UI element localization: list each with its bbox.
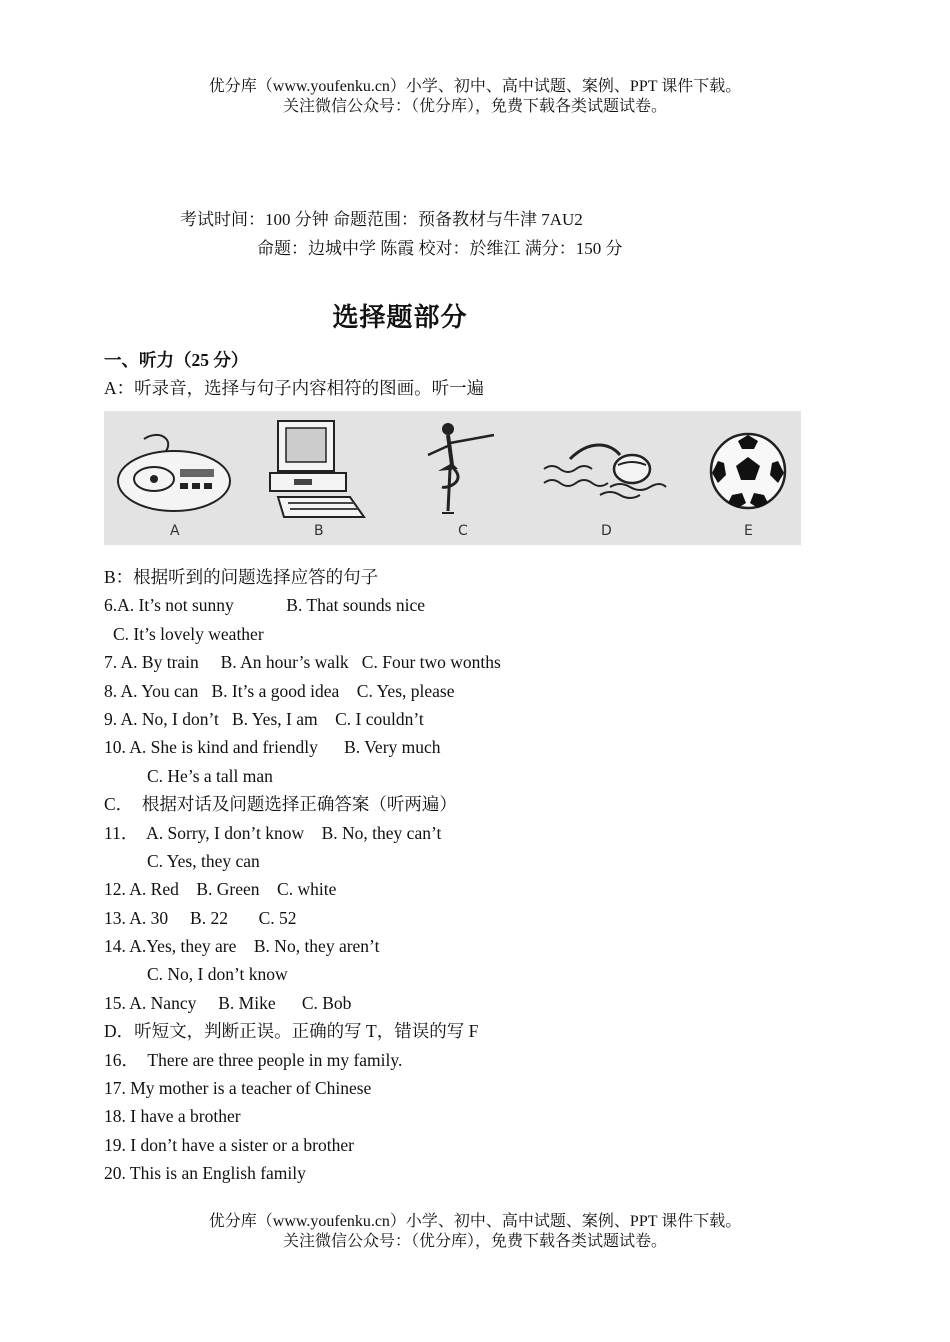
exam-info-line-2: 命题：边城中学 陈霞 校对：於维江 满分：150 分 bbox=[257, 239, 623, 258]
page-footer bbox=[0, 1212, 950, 1252]
section-heading: 一、听力（25 分） bbox=[104, 350, 249, 370]
picture-label-b: B bbox=[314, 523, 324, 539]
page-title: 选择题部分 bbox=[332, 303, 468, 332]
question-13: 13. A. 30 B. 22 C. 52 bbox=[104, 907, 297, 928]
question-16: 16． There are three people in my family. bbox=[104, 1049, 403, 1070]
footer-line-1: 优分库（www.youfenku.cn）小学、初中、高中试题、案例、PPT 课件下载。 bbox=[208, 1213, 742, 1230]
picture-label-a: A bbox=[170, 523, 180, 539]
footer-line-2: 关注微信公众号：（优分库），免费下载各类试题试卷。 bbox=[282, 1233, 667, 1250]
question-8: 8. A. You can B. It’s a good idea C. Yes, please bbox=[104, 680, 455, 701]
question-7: 7. A. By train B. An hour’s walk C. Four two wonths bbox=[104, 652, 501, 673]
question-6-option-c: C. It’s lovely weather bbox=[113, 623, 264, 644]
swimmer-icon bbox=[540, 429, 670, 519]
question-12: 12. A. Red B. Green C. white bbox=[104, 879, 337, 900]
question-18: 18. I have a brother bbox=[104, 1106, 241, 1127]
question-10: 10. A. She is kind and friendly B. Very much bbox=[104, 737, 441, 758]
questions bbox=[104, 563, 501, 1188]
question-20: 20. This is an English family bbox=[104, 1163, 306, 1184]
section-listening-intro bbox=[104, 346, 484, 403]
football-icon bbox=[708, 431, 788, 511]
question-9: 9. A. No, I don’t B. Yes, I am C. I couldn’t bbox=[104, 708, 424, 729]
computer-icon bbox=[264, 417, 374, 521]
part-b-instruction: B：根据听到的问题选择应答的句子 bbox=[104, 567, 379, 587]
question-11-option-c: C. Yes, they can bbox=[147, 850, 260, 871]
part-a-instruction: A：听录音，选择与句子内容相符的图画。听一遍 bbox=[104, 378, 485, 399]
question-14-option-c: C. No, I don’t know bbox=[147, 964, 288, 985]
question-6: 6.A. It’s not sunny B. That sounds nice bbox=[104, 595, 425, 616]
question-17: 17. My mother is a teacher of Chinese bbox=[104, 1078, 372, 1099]
exam-info-line-1: 考试时间：100 分钟 命题范围：预备教材与牛津 7AU2 bbox=[180, 210, 583, 229]
question-19: 19. I don’t have a sister or a brother bbox=[104, 1134, 354, 1155]
ice-skater-icon bbox=[414, 415, 504, 521]
header-line-1: 优分库（www.youfenku.cn）小学、初中、高中试题、案例、PPT 课件下载。 bbox=[208, 78, 742, 95]
cd-player-icon bbox=[114, 429, 239, 519]
picture-label-e: E bbox=[744, 523, 753, 539]
part-c-instruction: C． 根据对话及问题选择正确答案（听两遍） bbox=[104, 794, 457, 815]
picture-strip bbox=[104, 411, 801, 545]
header-line-2: 关注微信公众号：（优分库），免费下载各类试题试卷。 bbox=[282, 98, 667, 115]
picture-label-d: D bbox=[601, 523, 612, 539]
part-d-instruction: D．听短文，判断正误。正确的写 T，错误的写 F bbox=[104, 1021, 479, 1042]
picture-label-c: C bbox=[458, 523, 468, 539]
question-14: 14. A.Yes, they are B. No, they aren’t bbox=[104, 936, 380, 957]
page-header bbox=[0, 77, 950, 117]
question-15: 15. A. Nancy B. Mike C. Bob bbox=[104, 992, 352, 1013]
question-11: 11． A. Sorry, I don’t know B. No, they can’t bbox=[104, 822, 442, 843]
question-10-option-c: C. He’s a tall man bbox=[147, 765, 273, 786]
